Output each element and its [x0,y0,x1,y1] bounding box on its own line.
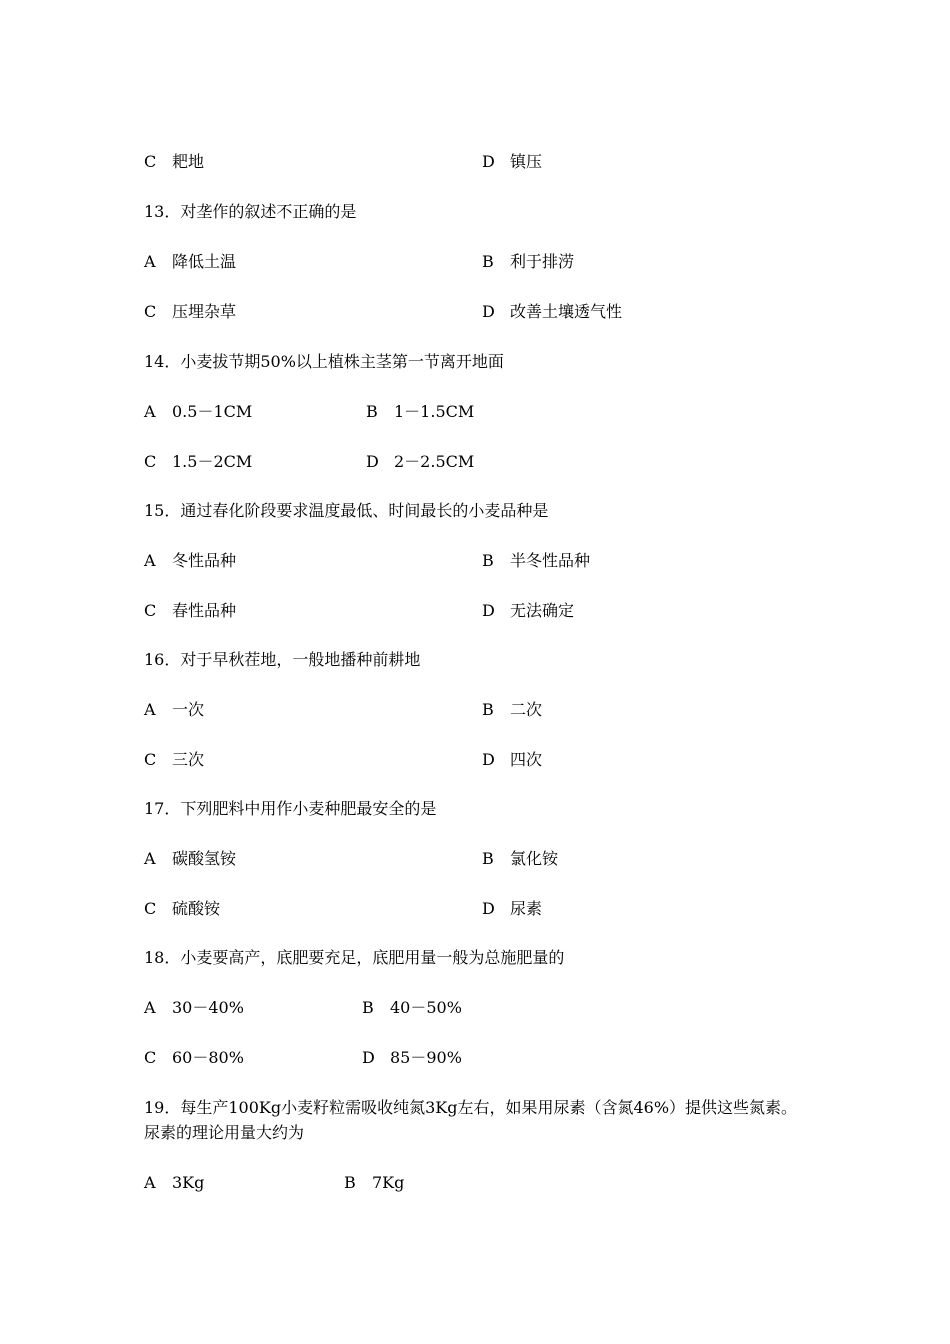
option-text: 1－1.5CM [394,402,475,421]
option-text: 二次 [510,700,543,719]
option-letter: B [482,700,494,719]
option-d [482,897,542,921]
option-d [366,450,474,474]
question-13: 13．对垄作的叙述不正确的是 [144,202,357,221]
option-a [144,996,244,1020]
option-c [144,150,204,174]
option-text: 1.5－2CM [172,452,253,471]
option-letter: A [144,849,156,868]
option-letter: D [366,452,379,471]
option-letter: A [144,402,156,421]
option-letter: A [144,252,156,271]
option-letter: C [144,1048,157,1067]
option-letter: A [144,551,156,570]
option-c [144,897,220,921]
option-c [144,300,236,324]
option-b [482,698,542,722]
option-text: 三次 [172,750,205,769]
option-text: 3Kg [172,1173,205,1192]
option-text: 85－90% [390,1048,462,1067]
option-text: 改善土壤透气性 [510,302,623,321]
option-text: 硫酸铵 [172,899,221,918]
option-letter: B [482,849,494,868]
option-a [144,698,204,722]
option-text: 一次 [172,700,205,719]
option-letter: D [482,302,495,321]
option-text: 0.5－1CM [172,402,253,421]
question-19: 19．每生产100Kg小麦籽粒需吸收纯氮3Kg左右，如果用尿素（含氮46%）提供这些氮素。 [144,1098,798,1117]
option-d [482,599,574,623]
option-b [482,549,590,573]
option-text: 40－50% [390,998,462,1017]
option-text: 2－2.5CM [394,452,475,471]
option-text: 压埋杂草 [172,302,237,321]
option-b [362,996,462,1020]
option-letter: C [144,152,157,171]
option-text: 30－40% [172,998,244,1017]
option-d [482,300,622,324]
option-letter: B [362,998,374,1017]
option-letter: C [144,601,157,620]
option-letter: D [482,601,495,620]
option-text: 利于排涝 [510,252,575,271]
option-c [144,450,252,474]
option-b [482,250,574,274]
option-b [482,847,558,871]
option-letter: A [144,998,156,1017]
option-letter: D [362,1048,375,1067]
option-letter: C [144,899,157,918]
question-16: 16．对于早秋茬地，一般地播种前耕地 [144,650,421,669]
option-letter: A [144,1173,156,1192]
option-text: 耙地 [172,152,205,171]
option-c [144,1046,244,1070]
option-b [344,1171,404,1195]
option-text: 降低土温 [172,252,237,271]
option-text: 冬性品种 [172,551,237,570]
option-text: 半冬性品种 [510,551,591,570]
option-d [482,748,542,772]
option-letter: B [344,1173,356,1192]
option-letter: C [144,452,157,471]
option-letter: D [482,750,495,769]
option-text: 春性品种 [172,601,237,620]
option-text: 尿素 [510,899,543,918]
option-letter: B [366,402,378,421]
option-c [144,599,236,623]
option-a [144,400,252,424]
question-14: 14．小麦拔节期50%以上植株主茎第一节离开地面 [144,352,504,371]
option-d [482,150,542,174]
option-text: 四次 [510,750,543,769]
option-letter: C [144,750,157,769]
option-letter: B [482,551,494,570]
option-a [144,847,236,871]
option-letter: C [144,302,157,321]
option-letter: A [144,700,156,719]
option-letter: D [482,899,495,918]
option-text: 氯化铵 [510,849,559,868]
option-text: 无法确定 [510,601,575,620]
question-17: 17．下列肥料中用作小麦种肥最安全的是 [144,799,437,818]
option-d [362,1046,462,1070]
option-a [144,549,236,573]
question-15: 15．通过春化阶段要求温度最低、时间最长的小麦品种是 [144,501,549,520]
option-a [144,1171,204,1195]
option-text: 镇压 [510,152,543,171]
option-letter: D [482,152,495,171]
option-letter: B [482,252,494,271]
option-text: 60－80% [172,1048,244,1067]
option-c [144,748,204,772]
question-18: 18．小麦要高产，底肥要充足，底肥用量一般为总施肥量的 [144,948,565,967]
option-text: 7Kg [372,1173,405,1192]
option-b [366,400,474,424]
option-a [144,250,236,274]
option-text: 碳酸氢铵 [172,849,237,868]
question-19-continued: 尿素的理论用量大约为 [144,1123,305,1142]
